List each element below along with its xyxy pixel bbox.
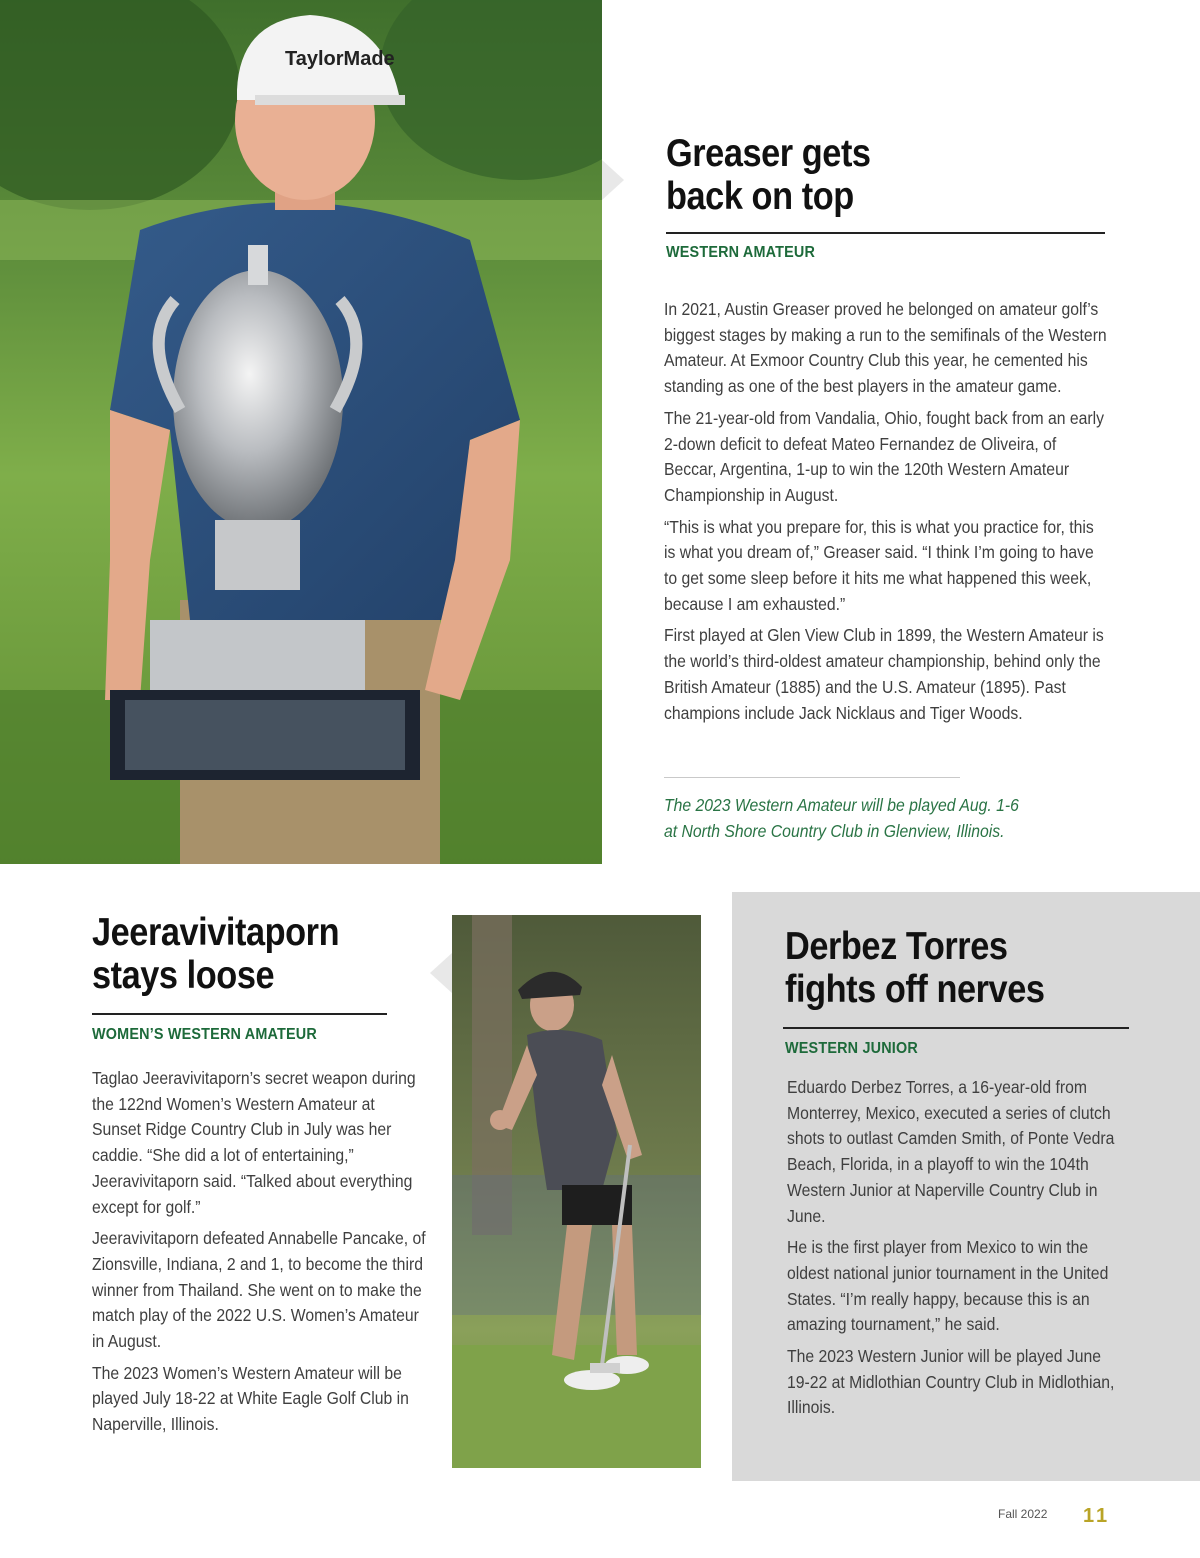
photo-pointer-left (430, 953, 452, 993)
paragraph: “This is what you prepare for, this is what you practice for, this is what you dream of,” Greaser said. “I think I’m going to have to get some sleep before it hits me what happened this week, because I am exhausted.” (664, 516, 1094, 614)
headline-greaser: Greaser gets back on top (666, 132, 871, 218)
event-note-2023: The 2023 Western Amateur will be played Aug. 1-6 at North Shore Country Club in Glenview, Illinois. (664, 795, 1019, 841)
paragraph: Jeeravivitaporn defeated Annabelle Pancake, of Zionsville, Indiana, 2 and 1, to become the third winner from Thailand. She went on to make the match play of the 2022 U.S. Women’s Amateur in August. (92, 1228, 426, 1352)
paragraph: In 2021, Austin Greaser proved he belonged on amateur golf’s biggest stages by making a run to the semifinals of the Western Amateur. At Exmoor Country Club this year, he cemented his standing as one of the best players in the amateur game. (664, 299, 1107, 397)
divider (664, 777, 960, 778)
photo-pointer-right (602, 160, 624, 200)
headline-rule (92, 1013, 387, 1015)
story-body-jeeravivitaporn (92, 1066, 427, 1444)
story-body-derbez-torres (787, 1075, 1117, 1427)
photo-greaser-with-trophy (0, 0, 602, 864)
paragraph: The 2023 Women’s Western Amateur will be played July 18-22 at White Eagle Golf Club in Naperville, Illinois. (92, 1362, 409, 1435)
headline-derbez-torres: Derbez Torres fights off nerves (785, 925, 1045, 1011)
issue-label: Fall 2022 (998, 1507, 1048, 1521)
headline-jeeravivitaporn: Jeeravivitaporn stays loose (92, 911, 340, 997)
section-kicker: WESTERN AMATEUR (666, 244, 816, 261)
section-kicker: WOMEN’S WESTERN AMATEUR (92, 1026, 317, 1043)
cap-logo-text: TaylorMade (285, 48, 395, 70)
headline-rule (666, 232, 1105, 234)
paragraph: The 21-year-old from Vandalia, Ohio, fought back from an early 2-down deficit to defeat Mateo Fernandez de Oliveira, of Beccar, Argentina, 1-up to win the 120th Western Amateur Championship in August. (664, 407, 1105, 505)
page-number: 11 (1083, 1505, 1111, 1527)
paragraph: Taglao Jeeravivitaporn’s secret weapon during the 122nd Women’s Western Amateur at Sunset Ridge Country Club in July was her caddie. “She did a lot of entertaining,” Jeeravivitaporn said. “Talked about everything except for golf.” (92, 1068, 416, 1217)
paragraph: Eduardo Derbez Torres, a 16-year-old from Monterrey, Mexico, executed a series of clutch shots to outlast Camden Smith, of Ponte Vedra Beach, Florida, in a playoff to win the 104th Western Junior at Naperville Country Club in June. (787, 1077, 1115, 1226)
paragraph: The 2023 Western Junior will be played June 19-22 at Midlothian Country Club in Midlothian, Illinois. (787, 1346, 1115, 1418)
paragraph: He is the first player from Mexico to win the oldest national junior tournament in the United States. “I’m really happy, because this is an amazing tournament,” he said. (787, 1237, 1109, 1335)
headline-rule (783, 1027, 1129, 1029)
photo-jeeravivitaporn-fist-pump (452, 915, 701, 1468)
story-body-greaser (664, 297, 1109, 732)
section-kicker: WESTERN JUNIOR (785, 1040, 918, 1057)
paragraph: First played at Glen View Club in 1899, the Western Amateur is the world’s third-oldest amateur championship, behind only the British Amateur (1885) and the U.S. Amateur (1895). Past champions include Jack Nicklaus and Tiger Woods. (664, 625, 1104, 723)
